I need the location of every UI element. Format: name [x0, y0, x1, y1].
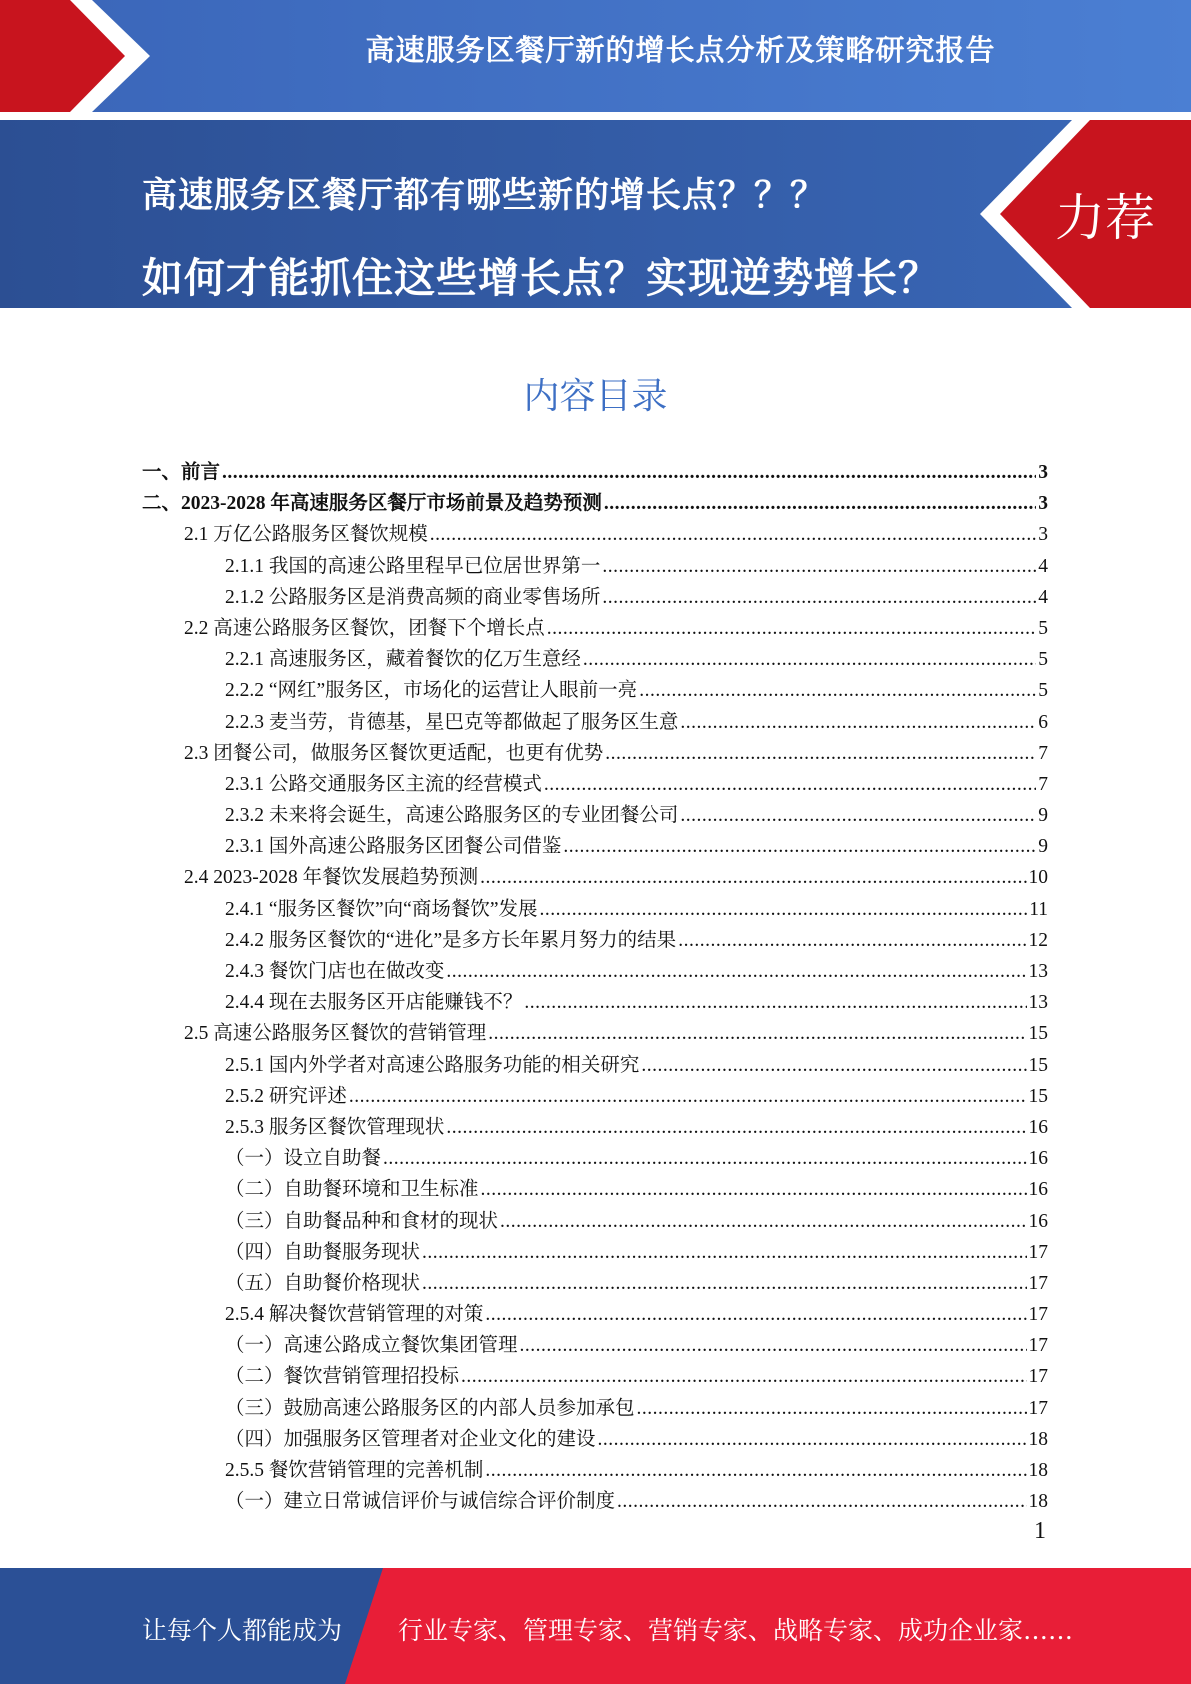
toc-entry[interactable]	[142, 1267, 1048, 1298]
toc-entry-page: 7	[1038, 742, 1048, 764]
toc-entry[interactable]	[142, 1298, 1048, 1329]
toc-entry-label: （四）加强服务区管理者对企业文化的建设	[225, 1428, 596, 1450]
toc-entry-label: 2.4.2 服务区餐饮的“进化”是多方长年累月努力的结果	[225, 929, 677, 951]
toc-entry-label: 二、2023-2028 年高速服务区餐厅市场前景及趋势预测	[142, 493, 602, 515]
toc-entry-label: 2.5.1 国内外学者对高速公路服务功能的相关研究	[225, 1054, 640, 1076]
toc-leader-dots	[617, 1491, 1026, 1513]
toc-entry-label: 2.5.5 餐饮营销管理的完善机制	[225, 1460, 484, 1481]
toc-entry[interactable]	[142, 986, 1048, 1017]
toc-entry-page: 17	[1028, 1241, 1048, 1263]
toc-leader-dots	[383, 1148, 1026, 1170]
toc-entry-label: 2.3.1 公路交通服务区主流的经营模式	[225, 773, 542, 795]
toc-entry-label: 2.2.2 “网红”服务区，市场化的运营让人眼前一亮	[225, 680, 638, 702]
toc-entry-label: 2.2 高速公路服务区餐饮，团餐下个增长点	[184, 617, 545, 639]
toc-entry-page: 17	[1028, 1397, 1048, 1419]
recommend-badge: 力荐	[1055, 189, 1155, 247]
toc-leader-dots	[461, 1366, 1026, 1388]
toc-entry[interactable]	[142, 581, 1048, 612]
toc-leader-dots	[678, 930, 1026, 952]
toc-entry-page: 15	[1028, 1023, 1048, 1045]
toc-entry-page: 5	[1038, 649, 1048, 671]
footer-slogan-left: 让每个人都能成为	[142, 1616, 343, 1645]
table-of-contents	[142, 456, 1048, 1516]
toc-entry[interactable]	[142, 1236, 1048, 1267]
toc-entry-page: 13	[1028, 961, 1048, 982]
toc-entry[interactable]	[142, 893, 1048, 924]
toc-entry-page: 9	[1038, 805, 1048, 827]
toc-entry-label: 2.1.1 我国的高速公路里程早已位居世界第一	[225, 555, 601, 577]
toc-entry[interactable]	[142, 1205, 1048, 1236]
toc-entry-label: 2.5 高速公路服务区餐饮的营销管理	[184, 1023, 487, 1045]
toc-entry-label: 2.4.3 餐饮门店也在做改变	[225, 961, 445, 982]
toc-leader-dots	[222, 462, 1036, 484]
toc-entry-page: 3	[1038, 524, 1048, 546]
toc-entry-label: （四）自助餐服务现状	[225, 1241, 421, 1263]
toc-entry[interactable]	[142, 612, 1048, 643]
toc-entry[interactable]	[142, 1049, 1048, 1080]
toc-leader-dots	[524, 992, 1026, 1014]
toc-entry[interactable]	[142, 456, 1048, 487]
toc-entry-page: 17	[1028, 1366, 1048, 1388]
toc-entry-page: 9	[1038, 836, 1048, 858]
toc-entry-label: 2.4.1 “服务区餐饮”向“商场餐饮”发展	[225, 898, 538, 920]
toc-entry[interactable]	[142, 1392, 1048, 1423]
toc-entry-page: 16	[1028, 1148, 1048, 1170]
toc-leader-dots	[422, 1273, 1026, 1295]
toc-entry-page: 4	[1038, 555, 1048, 577]
toc-entry-page: 5	[1038, 617, 1048, 639]
toc-entry-page: 16	[1028, 1116, 1048, 1138]
report-title: 高速服务区餐厅新的增长点分析及策略研究报告	[365, 33, 996, 67]
toc-entry-label: 一、前言	[142, 462, 221, 483]
toc-entry-label: （二）餐饮营销管理招投标	[225, 1366, 460, 1388]
toc-entry-label: 2.3.2 未来将会诞生，高速公路服务区的专业团餐公司	[225, 805, 679, 827]
toc-leader-dots	[446, 961, 1026, 983]
toc-entry[interactable]	[142, 1017, 1048, 1048]
toc-entry-label: （一）高速公路成立餐饮集团管理	[225, 1335, 518, 1357]
toc-entry[interactable]	[142, 1423, 1048, 1454]
toc-entry[interactable]	[142, 768, 1048, 799]
toc-entry-page: 17	[1028, 1272, 1048, 1294]
toc-entry-label: 2.1.2 公路服务区是消费高频的商业零售场所	[225, 586, 601, 608]
toc-entry[interactable]	[142, 737, 1048, 768]
toc-entry[interactable]	[142, 1329, 1048, 1360]
toc-leader-dots	[349, 1086, 1027, 1108]
toc-entry[interactable]	[142, 674, 1048, 705]
toc-entry-page: 18	[1028, 1491, 1048, 1513]
toc-leader-dots	[605, 743, 1036, 765]
toc-entry[interactable]	[142, 706, 1048, 737]
toc-leader-dots	[446, 1117, 1026, 1139]
toc-leader-dots	[500, 1211, 1026, 1233]
hero-question-2: 如何才能抓住这些增长点？实现逆势增长？	[142, 254, 940, 302]
toc-entry-page: 17	[1028, 1304, 1048, 1326]
toc-title: 内容目录	[523, 376, 668, 417]
toc-leader-dots	[602, 556, 1036, 578]
toc-entry[interactable]	[142, 924, 1048, 955]
toc-entry-page: 4	[1038, 586, 1048, 608]
toc-entry-label: 2.3 团餐公司，做服务区餐饮更适配，也更有优势	[184, 742, 604, 764]
toc-entry[interactable]	[142, 1485, 1048, 1516]
toc-entry-page: 15	[1028, 1085, 1048, 1107]
toc-entry-label: 2.4.4 现在去服务区开店能赚钱不？	[225, 992, 523, 1014]
toc-entry[interactable]	[142, 799, 1048, 830]
toc-entry[interactable]	[142, 861, 1048, 892]
toc-leader-dots	[430, 524, 1036, 546]
toc-leader-dots	[563, 836, 1036, 858]
toc-entry[interactable]	[142, 1454, 1048, 1485]
page-number: 1	[1034, 1518, 1046, 1544]
toc-entry-label: 2.1 万亿公路服务区餐饮规模	[184, 524, 428, 546]
toc-entry-page: 10	[1028, 867, 1048, 889]
toc-entry[interactable]	[142, 1142, 1048, 1173]
toc-leader-dots	[540, 899, 1028, 921]
toc-entry[interactable]	[142, 487, 1048, 518]
toc-entry-label: 2.2.1 高速服务区，藏着餐饮的亿万生意经	[225, 649, 581, 671]
toc-entry[interactable]	[142, 518, 1048, 549]
hero-question-1: 高速服务区餐厅都有哪些新的增长点？？？	[142, 176, 827, 216]
toc-entry-page: 3	[1038, 493, 1048, 515]
toc-entry-page: 17	[1028, 1335, 1048, 1357]
toc-entry[interactable]	[142, 643, 1048, 674]
toc-entry-page: 11	[1029, 898, 1048, 920]
toc-leader-dots	[641, 1055, 1026, 1077]
toc-leader-dots	[485, 1304, 1026, 1326]
toc-entry-label: 2.3.1 国外高速公路服务区团餐公司借鉴	[225, 836, 562, 858]
toc-leader-dots	[485, 1460, 1026, 1482]
toc-entry[interactable]	[142, 1111, 1048, 1142]
toc-entry-label: （五）自助餐价格现状	[225, 1272, 421, 1294]
toc-leader-dots	[598, 1429, 1027, 1451]
toc-entry-label: （三）鼓励高速公路服务区的内部人员参加承包	[225, 1397, 635, 1419]
toc-entry-label: 2.2.3 麦当劳，肯德基，星巴克等都做起了服务区生意	[225, 711, 679, 733]
toc-entry[interactable]	[142, 1360, 1048, 1391]
toc-entry-page: 5	[1038, 680, 1048, 702]
toc-entry-page: 13	[1028, 992, 1048, 1014]
toc-entry-label: 2.4 2023-2028 年餐饮发展趋势预测	[184, 867, 479, 889]
toc-entry[interactable]	[142, 1080, 1048, 1111]
toc-leader-dots	[520, 1335, 1027, 1357]
toc-leader-dots	[637, 1398, 1027, 1420]
toc-leader-dots	[481, 1179, 1027, 1201]
toc-entry[interactable]	[142, 1173, 1048, 1204]
toc-entry-page: 16	[1028, 1210, 1048, 1232]
toc-leader-dots	[544, 774, 1036, 796]
footer-slogan-right: 行业专家、管理专家、营销专家、战略专家、成功企业家……	[398, 1616, 1074, 1645]
toc-leader-dots	[604, 493, 1036, 515]
toc-leader-dots	[547, 618, 1036, 640]
toc-entry-label: 2.5.3 服务区餐饮管理现状	[225, 1116, 445, 1138]
toc-entry-label: （二）自助餐环境和卫生标准	[225, 1179, 479, 1201]
toc-leader-dots	[602, 587, 1036, 609]
toc-entry-page: 6	[1038, 711, 1048, 733]
toc-leader-dots	[680, 712, 1036, 734]
toc-entry[interactable]	[142, 550, 1048, 581]
toc-leader-dots	[488, 1023, 1026, 1045]
toc-entry[interactable]	[142, 955, 1048, 986]
toc-entry-label: 2.5.2 研究评述	[225, 1085, 347, 1107]
toc-entry-label: （一）设立自助餐	[225, 1148, 382, 1170]
toc-leader-dots	[639, 680, 1036, 702]
toc-entry-page: 3	[1038, 462, 1048, 483]
toc-entry[interactable]	[142, 830, 1048, 861]
toc-entry-label: 2.5.4 解决餐饮营销管理的对策	[225, 1304, 484, 1326]
toc-entry-label: （一）建立日常诚信评价与诚信综合评价制度	[225, 1491, 616, 1513]
toc-entry-label: （三）自助餐品种和食材的现状	[225, 1210, 499, 1232]
toc-leader-dots	[680, 805, 1036, 827]
toc-entry-page: 18	[1028, 1460, 1048, 1481]
toc-entry-page: 15	[1028, 1054, 1048, 1076]
toc-entry-page: 16	[1028, 1179, 1048, 1201]
toc-leader-dots	[422, 1242, 1026, 1264]
toc-entry-page: 18	[1028, 1428, 1048, 1450]
toc-entry-page: 12	[1028, 929, 1048, 951]
toc-leader-dots	[480, 867, 1026, 889]
toc-leader-dots	[583, 649, 1036, 671]
toc-entry-page: 7	[1038, 773, 1048, 795]
